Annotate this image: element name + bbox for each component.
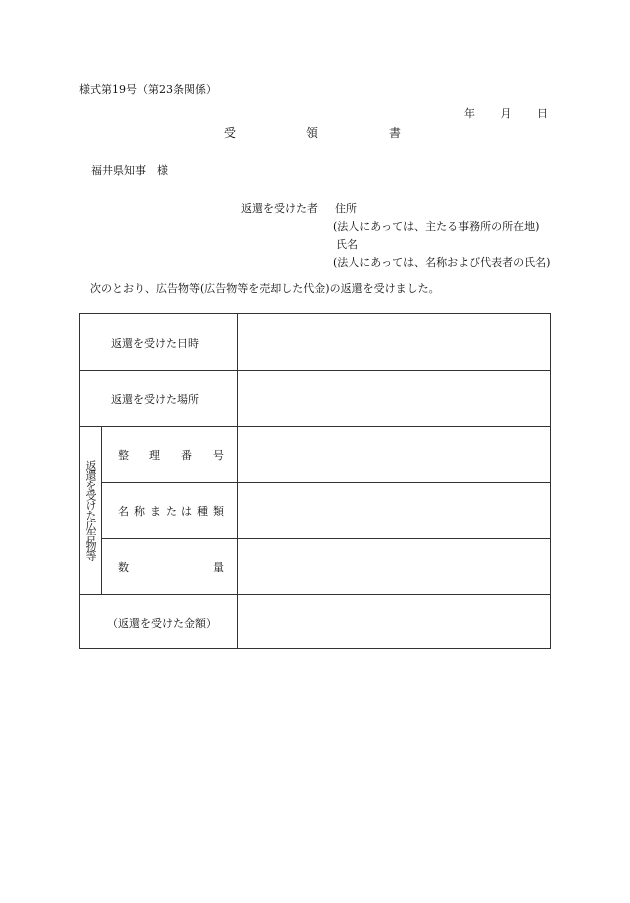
label-return-amount: （返還を受けた金額） (107, 617, 217, 630)
receipt-table: 返還を受けた日時 返還を受けた場所 返還を受けた広告物等 整 理 番 号 名 称 ま た は 種 類 数 量 （返還を受けた金額） (79, 313, 551, 649)
date-line (464, 105, 548, 121)
returnee-label: 返還を受けた者 (241, 202, 318, 215)
title-char-2: 領 (306, 126, 319, 140)
title-char-1: 受 (224, 126, 237, 140)
group-label-returned-items: 返還を受けた広告物等 (84, 460, 97, 560)
value-quantity[interactable] (238, 539, 550, 594)
date-month-label: 月 (500, 107, 512, 120)
value-return-datetime[interactable] (238, 314, 550, 370)
form-number: 様式第19号（第23条関係） (79, 83, 217, 96)
name-note: (法人にあっては、名称および代表者の氏名) (333, 256, 551, 269)
group-divider (101, 426, 102, 594)
name-label: 氏名 (336, 238, 358, 251)
address-note: (法人にあっては、主たる事務所の所在地) (333, 220, 540, 233)
value-return-amount[interactable] (238, 595, 550, 648)
value-return-place[interactable] (238, 371, 550, 426)
date-day-label: 日 (537, 107, 548, 120)
title-char-3: 書 (389, 126, 402, 140)
date-year-label: 年 (464, 107, 475, 120)
label-return-place: 返還を受けた場所 (111, 393, 199, 406)
statement-text: 次のとおり、広告物等(広告物等を売却した代金)の返還を受けました。 (90, 282, 440, 295)
value-reference-number[interactable] (238, 427, 550, 482)
address-label: 住所 (335, 202, 357, 215)
value-name-or-type[interactable] (238, 483, 550, 538)
label-return-datetime: 返還を受けた日時 (111, 337, 199, 350)
addressee: 福井県知事 様 (91, 164, 168, 177)
